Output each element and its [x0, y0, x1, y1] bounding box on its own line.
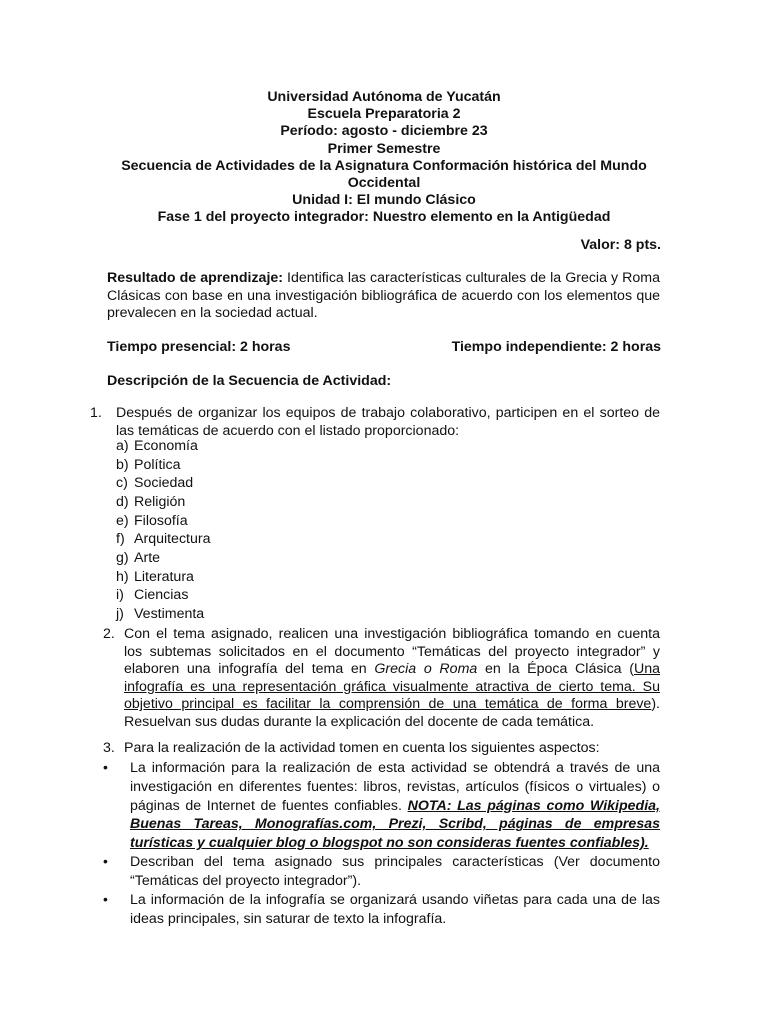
item-1-number: 1. — [90, 405, 102, 421]
bullet-icon: • — [103, 853, 108, 869]
list-item: a) Economía — [116, 438, 198, 454]
description-title: Descripción de la Secuencia de Actividad: — [107, 373, 392, 389]
learning-outcome-label: Resultado de aprendizaje: — [107, 270, 283, 286]
item-3-number: 3. — [103, 740, 115, 756]
period: Período: agosto - diciembre 23 — [280, 123, 488, 140]
independent-time: Tiempo independiente: 2 horas — [451, 339, 661, 355]
list-item: g) Arte — [116, 550, 161, 566]
nota-warning: NOTA: Las páginas como Wikipedia, Buenas Tareas, Monografías.com, Prezi, Scribd, páginas de empresas turísticas y cualquier blog o blogspot no son consideras fuentes confiables). — [130, 797, 660, 852]
item-2-number: 2. — [103, 626, 115, 642]
item-2-text: Con el tema asignado, realicen una investigación bibliográfica tomando en cuenta los subtemas solicitados en el documento “Temáticas del proyecto integrador” y elaboren una infografía del tema en Grecia o Roma en la Época Clásica (Una infografía es una representación gráfica visualmente atractiva de cierto tema. Su objetivo principal es facilitar la comprensión de una temática de forma breve). Resuelvan sus dudas durante la explicación del docente de cada temática. — [124, 626, 661, 730]
item-2-italic: Grecia o Roma — [374, 661, 478, 678]
bullet-1-text: La información para la realización de esta actividad se obtendrá a través de una investigación en diferentes fuentes: libros, revistas, artículos (físicos o virtuales) o páginas de Internet de fuentes confiables. NOTA: Las páginas como Wikipedia, Buenas Tareas, Monografías.com, Prezi, Scribd, páginas de empresas turísticas y cualquier blog o blogspot no son consideras fuentes confiables). — [130, 760, 660, 852]
school-name: Escuela Preparatoria 2 — [307, 106, 461, 123]
item-2-underlined: Una infografía es una representación gráfica visualmente atractiva de cierto tema. Su objetivo principal es facilitar la comprensión de una temática de forma breve — [124, 661, 661, 713]
list-item: c) Sociedad — [116, 475, 194, 491]
unit-title: Unidad I: El mundo Clásico — [292, 192, 476, 209]
list-item: j) Vestimenta — [116, 606, 205, 622]
list-item: f) Arquitectura — [116, 531, 211, 547]
course-title: Secuencia de Actividades de la Asignatura Conformación histórica del Mundo — [121, 157, 647, 174]
document-header — [0, 89, 768, 227]
in-person-time: Tiempo presencial: 2 horas — [107, 339, 291, 355]
bullet-icon: • — [103, 759, 108, 775]
learning-outcome-text: Identifica las características culturales de la Grecia y Roma Clásicas con base en una investigación bibliográfica de acuerdo con los elementos que prevalecen en la sociedad actual. — [107, 270, 660, 322]
semester: Primer Semestre — [327, 140, 441, 157]
course-title-cont: Occidental — [347, 175, 421, 192]
value-points: Valor: 8 pts. — [580, 237, 661, 253]
university-name: Universidad Autónoma de Yucatán — [267, 89, 501, 105]
list-item: e) Filosofía — [116, 513, 188, 529]
phase-title: Fase 1 del proyecto integrador: Nuestro elemento en la Antigüedad — [157, 209, 611, 226]
list-item: b) Política — [116, 457, 181, 473]
item-1-text: Después de organizar los equipos de trabajo colaborativo, participen en el sorteo de las temáticas de acuerdo con el listado proporcionado: — [116, 405, 660, 439]
list-item: i) Ciencias — [116, 587, 189, 603]
learning-outcome — [107, 270, 660, 323]
list-item: d) Religión — [116, 494, 186, 510]
item-3-text: Para la realización de la actividad tomen en cuenta los siguientes aspectos: — [124, 740, 600, 756]
list-item: h) Literatura — [116, 569, 194, 585]
bullet-2-text: Describan del tema asignado sus principales características (Ver documento “Temáticas del proyecto integrador”). — [130, 854, 660, 889]
bullet-3-text: La información de la infografía se organizará usando viñetas para cada una de las ideas principales, sin saturar de texto la infografía. — [130, 892, 660, 927]
bullet-icon: • — [103, 891, 108, 907]
